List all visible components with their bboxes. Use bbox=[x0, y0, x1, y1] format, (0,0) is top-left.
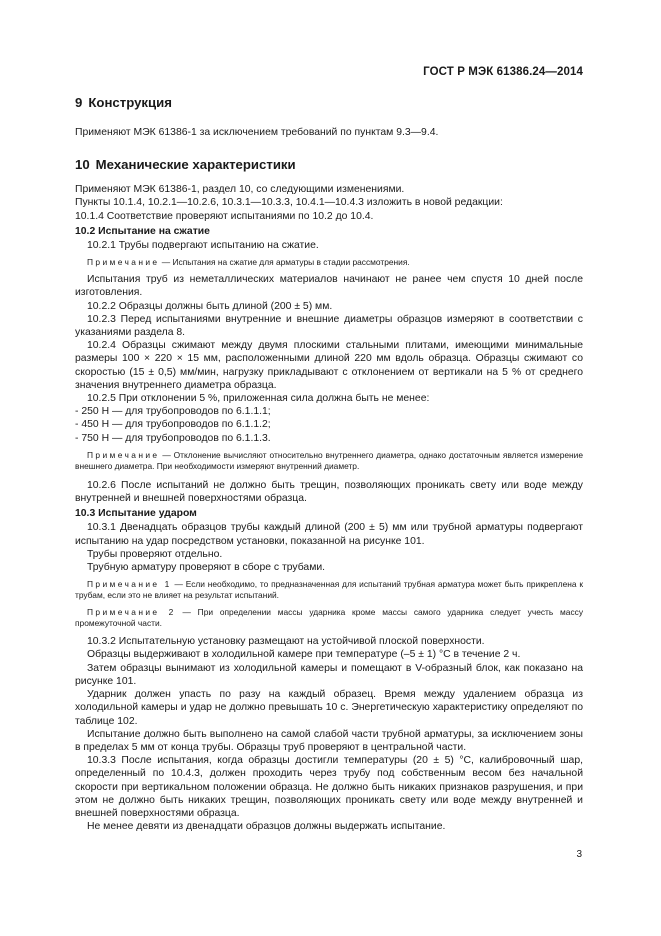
para-10-2-3: 10.2.3 Перед испытаниями внутренние и внешние диаметры образцов измеряют в соответствии с указаниями раздела 8. bbox=[75, 313, 583, 339]
para-10-3-3-pass: Не менее девяти из двенадцати образцов должны выдержать испытание. bbox=[87, 821, 446, 833]
list-item: - 250 Н — для трубопроводов по 6.1.1.1; bbox=[75, 406, 271, 418]
document-body bbox=[75, 93, 583, 833]
section-9-number: 9 bbox=[75, 95, 83, 110]
note-label: Примечание 1 bbox=[87, 579, 172, 590]
para-10-3-2-weakest: Испытание должно быть выполнено на самой слабой части трубной арматуры, за исключением зоны в пределах 5 мм от конца трубы. Образцы труб проверяют в центральной части. bbox=[75, 728, 583, 753]
note-10-2-1 bbox=[75, 257, 583, 268]
para-10-2-1: 10.2.1 Трубы подвергают испытанию на сжатие. bbox=[87, 240, 319, 252]
para-10-3-3: 10.3.3 После испытания, когда образцы достигли температуры (20 ± 5) °С, калибровочный шар, определенный по 10.4.3, должен проходить через трубу под собственным весом без начальной скорости при вертикальном положении образца. Не должно быть никаких признаков разрушения, и при этом не должно быть никаких трещин, позволяющих проникать свету или воде между внутренней и внешней поверхностями образца. bbox=[75, 755, 583, 819]
section-9-title: Конструкция bbox=[88, 95, 172, 110]
section-10-number: 10 bbox=[75, 157, 90, 173]
note-label: Примечание 2 bbox=[87, 607, 176, 618]
note-text: — При определении массы ударника кроме массы самого ударника следует учесть массу промежуточной части. bbox=[75, 607, 584, 629]
para-10-2-5: 10.2.5 При отклонении 5 %, приложенная сила должна быть не менее: bbox=[87, 393, 430, 405]
section-10-para-3: 10.1.4 Соответствие проверяют испытаниями по 10.2 до 10.4. bbox=[75, 210, 374, 222]
note-10-2-5 bbox=[75, 450, 583, 472]
para-10-2-6: 10.2.6 После испытаний не должно быть трещин, позволяющих проникать свету или воде между внутренней и внешней поверхностями образца. bbox=[75, 479, 583, 505]
para-10-3-1: 10.3.1 Двенадцать образцов трубы каждый длиной (200 ± 5) мм или трубной арматуры подвергают испытанию на удар посредством установки, показанной на рисунке 101. bbox=[75, 522, 583, 547]
para-10-3-2: 10.3.2 Испытательную установку размещают на устойчивой плоской поверхности. bbox=[87, 636, 485, 648]
para-10-2-nonmetal: Испытания труб из неметаллических материалов начинают не ранее чем спустя 10 дней после изготовления. bbox=[75, 274, 583, 299]
para-10-3-1-pipes: Трубы проверяют отдельно. bbox=[87, 548, 223, 560]
section-9-heading bbox=[75, 95, 583, 111]
section-10-heading bbox=[75, 157, 583, 173]
list-item: - 450 Н — для трубопроводов по 6.1.1.2; bbox=[75, 419, 271, 431]
para-10-3-1-fittings: Трубную арматуру проверяют в сборе с трубами. bbox=[87, 562, 326, 574]
subsection-10-3-heading: 10.3 Испытание ударом bbox=[75, 508, 197, 520]
section-10-para-1: Применяют МЭК 61386-1, раздел 10, со следующими изменениями. bbox=[75, 184, 405, 196]
document-header: ГОСТ Р МЭК 61386.24—2014 bbox=[423, 66, 583, 78]
list-item: - 750 Н — для трубопроводов по 6.1.1.3. bbox=[75, 432, 271, 444]
note-text: — Если необходимо, то предназначенная для испытаний трубная арматура может быть прикреплена к трубам, если это не влияет на результат испытаний. bbox=[75, 579, 583, 601]
note-10-3-2 bbox=[75, 607, 583, 629]
para-10-2-4: 10.2.4 Образцы сжимают между двумя плоскими стальными плитами, имеющими минимальные размеры 100 × 220 × 15 мм, расположенными длиной 220 мм вдоль образца. Образцы сжимают со скоростью (15 ± 0,5) мм/мин, нагрузку прикладывают с отклонением от вертикали на 5 % от среднего значения внутреннего диаметра образца. bbox=[75, 340, 583, 391]
note-text: — Отклонение вычисляют относительно внутреннего диаметра, однако достаточным является измерение внешнего диаметра. При необходимости измеряют внутренний диаметр. bbox=[75, 449, 583, 471]
para-10-3-2-cold: Образцы выдерживают в холодильной камере при температуре (–5 ± 1) °С в течение 2 ч. bbox=[87, 649, 521, 661]
para-10-2-2: 10.2.2 Образцы должны быть длиной (200 ± 5) мм. bbox=[87, 300, 333, 312]
para-10-3-2-vblock: Затем образцы вынимают из холодильной камеры и помещают в V-образный блок, как показано на рисунке 101. bbox=[75, 662, 583, 687]
section-10-title: Механические характеристики bbox=[95, 157, 296, 173]
note-label: Примечание bbox=[87, 257, 160, 268]
section-9-text: Применяют МЭК 61386-1 за исключением требований по пунктам 9.3—9.4. bbox=[75, 127, 439, 138]
subsection-10-2-heading: 10.2 Испытание на сжатие bbox=[75, 225, 210, 237]
para-10-3-2-striker: Ударник должен упасть по разу на каждый образец. Время между удалением образца из холодильной камеры и удар не должно превышать 10 с. Энергетическую характеристику определяют по таблице 102. bbox=[75, 689, 583, 727]
note-text: — Испытания на сжатие для арматуры в стадии рассмотрения. bbox=[159, 257, 410, 268]
section-10-para-2: Пункты 10.1.4, 10.2.1—10.2.6, 10.3.1—10.3.3, 10.4.1—10.4.3 изложить в новой редакции: bbox=[75, 197, 503, 209]
note-label: Примечание bbox=[87, 449, 160, 460]
page-number: 3 bbox=[576, 849, 582, 860]
note-10-3-1 bbox=[75, 579, 583, 601]
